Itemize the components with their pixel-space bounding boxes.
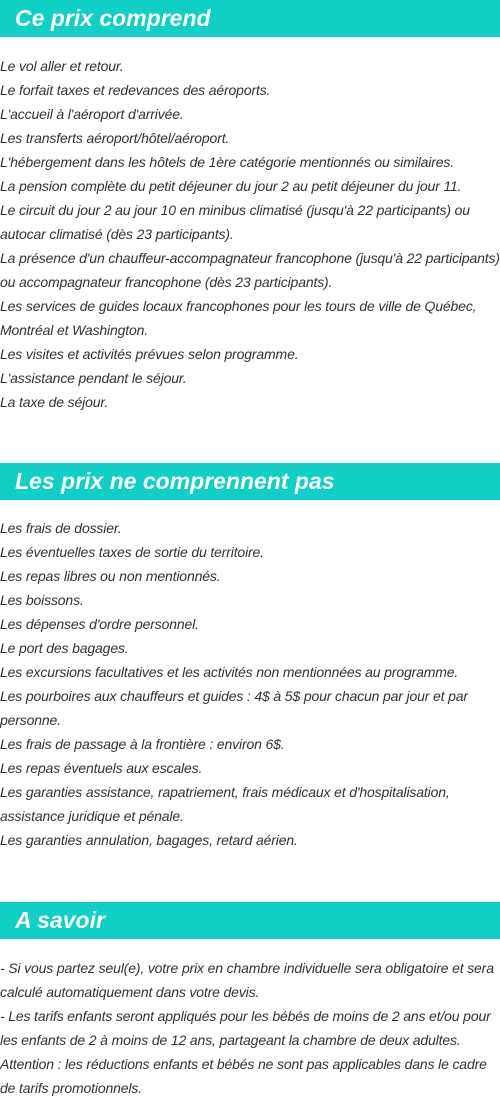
list-item: Les transferts aéroport/hôtel/aéroport. xyxy=(0,130,230,146)
not-included-list xyxy=(0,516,500,852)
section-header-included xyxy=(0,0,500,37)
list-item: Les frais de dossier. xyxy=(0,520,122,536)
list-item: - Les tarifs enfants seront appliqués pour les bébés de moins de 2 ans et/ou pour les enfants de 2 à moins de 12 ans, partageant la chambre de deux adultes. xyxy=(0,1008,491,1048)
list-item: Le port des bagages. xyxy=(0,640,129,656)
list-item: Les éventuelles taxes de sortie du territoire. xyxy=(0,544,264,560)
list-item: Les repas éventuels aux escales. xyxy=(0,760,203,776)
list-item: Les visites et activités prévues selon programme. xyxy=(0,346,299,362)
section-title: A savoir xyxy=(15,907,105,933)
section-title: Ce prix comprend xyxy=(15,5,211,31)
list-item: Le forfait taxes et redevances des aéroports. xyxy=(0,82,271,98)
list-item: Les frais de passage à la frontière : environ 6$. xyxy=(0,736,285,752)
list-item: La présence d'un chauffeur-accompagnateur francophone (jusqu'à 22 participants) ou accompagnateur francophone (dès 23 participants). xyxy=(0,250,500,290)
list-item: La taxe de séjour. xyxy=(0,394,109,410)
included-list xyxy=(0,54,500,414)
list-item: L'assistance pendant le séjour. xyxy=(0,370,187,386)
list-item: Les boissons. xyxy=(0,592,84,608)
list-item: Attention : les réductions enfants et bébés ne sont pas applicables dans le cadre de tarifs promotionnels. xyxy=(0,1056,487,1096)
section-header-not-included xyxy=(0,463,500,500)
list-item: L'hébergement dans les hôtels de 1ère catégorie mentionnés ou similaires. xyxy=(0,154,454,170)
list-item: Le circuit du jour 2 au jour 10 en minibus climatisé (jusqu'à 22 participants) ou autocar climatisé (dès 23 participants). xyxy=(0,202,470,242)
list-item: La pension complète du petit déjeuner du jour 2 au petit déjeuner du jour 11. xyxy=(0,178,462,194)
list-item: Les dépenses d'ordre personnel. xyxy=(0,616,199,632)
list-item: Les excursions facultatives et les activités non mentionnées au programme. xyxy=(0,664,459,680)
list-item: Les garanties annulation, bagages, retard aérien. xyxy=(0,832,298,848)
section-title: Les prix ne comprennent pas xyxy=(15,468,335,494)
list-item: Les pourboires aux chauffeurs et guides : 4$ à 5$ pour chacun par jour et par personne. xyxy=(0,688,468,728)
list-item: Les services de guides locaux francophones pour les tours de ville de Québec, Montréal et Washington. xyxy=(0,298,477,338)
good-to-know-list xyxy=(0,956,500,1100)
list-item: Le vol aller et retour. xyxy=(0,58,124,74)
section-header-good-to-know xyxy=(0,902,500,939)
list-item: Les garanties assistance, rapatriement, frais médicaux et d'hospitalisation, assistance juridique et pénale. xyxy=(0,784,450,824)
list-item: - Si vous partez seul(e), votre prix en chambre individuelle sera obligatoire et sera calculé automatiquement dans votre devis. xyxy=(0,960,494,1000)
list-item: L'accueil à l'aéroport d'arrivée. xyxy=(0,106,184,122)
list-item: Les repas libres ou non mentionnés. xyxy=(0,568,221,584)
